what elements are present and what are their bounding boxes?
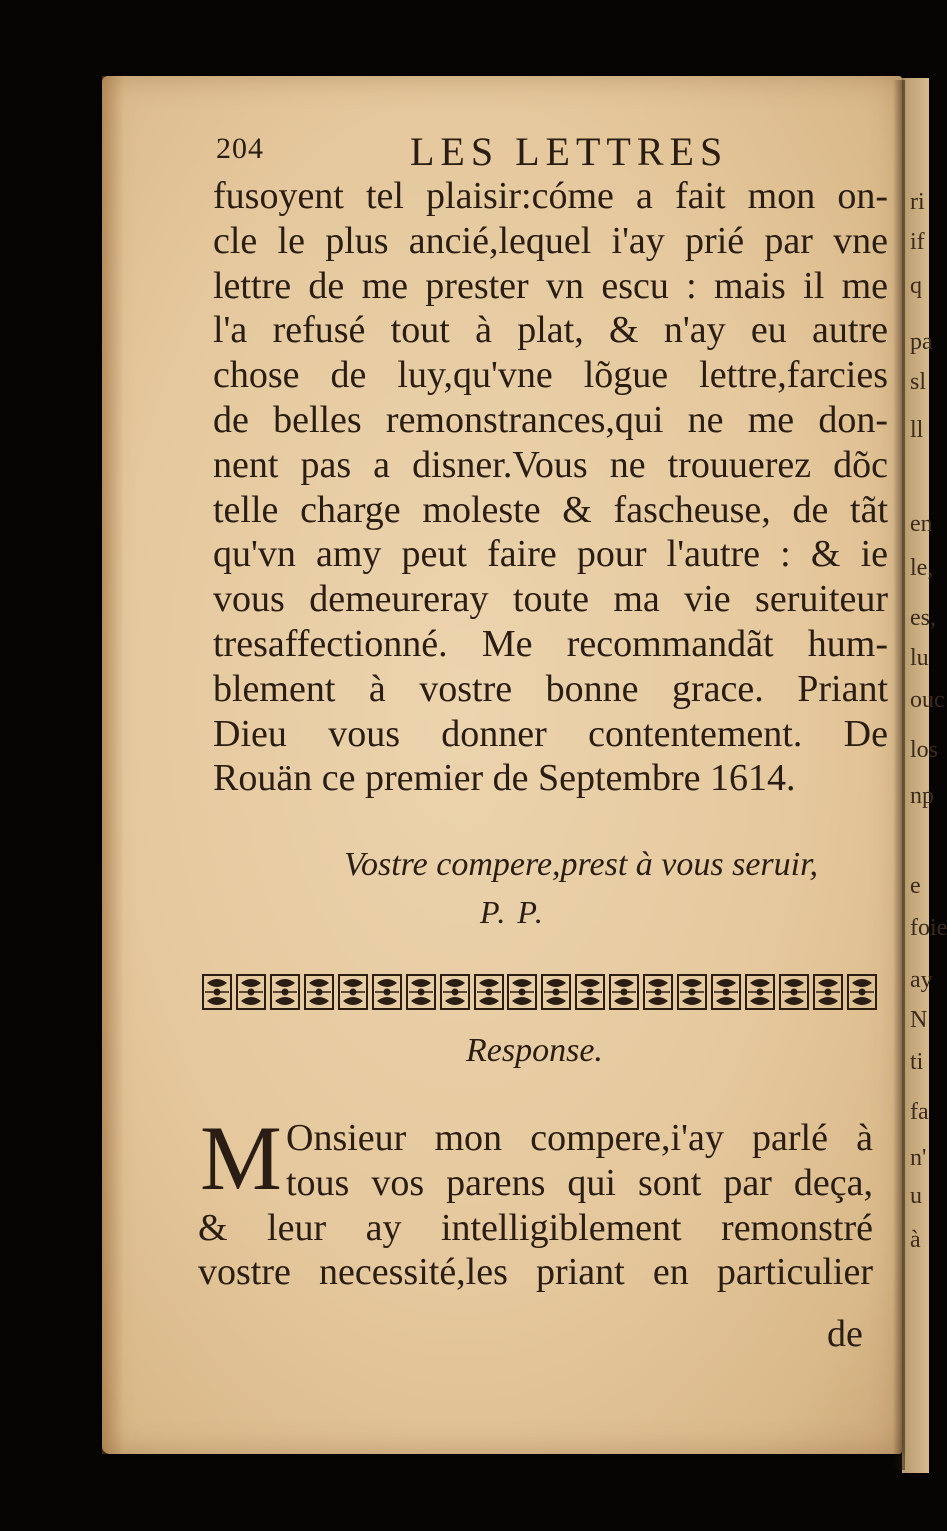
adjacent-page-fragment: ll — [910, 417, 924, 443]
adjacent-page-fragment: es, — [910, 605, 936, 631]
adjacent-page-fragment: n' — [910, 1145, 927, 1171]
catchword: de — [827, 1313, 863, 1355]
ornament-piece — [474, 973, 504, 1011]
text-line: lettre de me prester vn escu : mais il me — [213, 264, 888, 307]
text-line: qu'vn amy peut faire pour l'autre : & ie — [213, 533, 888, 576]
ornament-piece — [236, 973, 266, 1011]
ornament-piece — [304, 973, 334, 1011]
text-line: cle le plus ancié,lequel i'ay prié par vne — [213, 219, 888, 262]
ornament-piece — [372, 973, 402, 1011]
adjacent-page-fragment: ouc — [910, 687, 945, 713]
adjacent-page-edge — [902, 78, 947, 1473]
drop-cap: M — [200, 1107, 282, 1209]
text-line: Rouän ce premier de Septembre 1614. — [213, 757, 796, 800]
ornament-piece — [541, 973, 571, 1011]
text-line: l'a refusé tout à plat, & n'ay eu autre — [213, 309, 888, 352]
text-line: Dieu vous donner contentement. De — [213, 712, 888, 755]
signature-initials: P. P. — [480, 894, 545, 930]
adjacent-page-fragment: sl — [910, 369, 927, 395]
text-line: vous demeureray toute ma vie seruiteur — [213, 578, 888, 621]
ornamental-border — [202, 968, 877, 1016]
text-line: nent pas a disner.Vous ne trouuerez dõc — [213, 443, 888, 486]
adjacent-page-fragment: q — [910, 273, 922, 299]
letter-text — [213, 174, 888, 801]
ornament-piece — [711, 973, 741, 1011]
book-page — [102, 76, 902, 1454]
ornament-piece — [813, 973, 843, 1011]
signature-line: Vostre compere,prest à vous seruir, — [344, 846, 819, 883]
spine-shadow — [893, 80, 905, 1470]
adjacent-page-fragment: e — [910, 873, 921, 899]
ornament-piece — [507, 973, 537, 1011]
page-header — [216, 128, 856, 172]
adjacent-page-fragment: N — [910, 1007, 928, 1033]
adjacent-page-fragment: en — [910, 511, 933, 537]
text-line: tresaffectionné. Me recommandãt hum- — [213, 622, 888, 665]
adjacent-page-fragment: los — [910, 737, 939, 763]
adjacent-page-fragment: np — [910, 783, 934, 809]
page-number: 204 — [216, 132, 264, 165]
text-line: vostre necessité,les priant en particulier — [198, 1251, 873, 1294]
running-head: LES LETTRES — [410, 129, 729, 174]
ornament-piece — [338, 973, 368, 1011]
adjacent-page-fragment: foie — [910, 915, 947, 941]
text-line: telle charge moleste & fascheuse, de tãt — [213, 488, 888, 531]
ornament-piece — [643, 973, 673, 1011]
adjacent-page-fragment: ri — [910, 189, 925, 215]
text-line: & leur ay intelligiblement remonstré — [198, 1206, 873, 1249]
ornament-piece — [779, 973, 809, 1011]
adjacent-page-fragment: à — [910, 1227, 921, 1253]
ornament-piece — [677, 973, 707, 1011]
adjacent-page-fragment: fa — [910, 1099, 929, 1125]
text-line: fusoyent tel plaisir:cóme a fait mon on- — [213, 175, 888, 217]
text-line: Onsieur mon compere,i'ay parlé à — [286, 1117, 873, 1159]
text-line: blement à vostre bonne grace. Priant — [213, 667, 888, 710]
adjacent-page-fragment: ay — [910, 967, 933, 993]
adjacent-page-fragment: if — [910, 229, 925, 255]
adjacent-page-fragment: ti — [910, 1049, 924, 1075]
ornament-piece — [745, 973, 775, 1011]
ornament-piece — [440, 973, 470, 1011]
adjacent-page-fragment: lu — [910, 645, 929, 671]
ornament-piece — [202, 973, 232, 1011]
adjacent-page-fragment: u — [910, 1183, 922, 1209]
adjacent-page-fragment: pa — [910, 329, 933, 355]
text-line: tous vos parens qui sont par deça, — [286, 1161, 873, 1204]
response-title: Response. — [466, 1032, 603, 1069]
ornament-piece — [847, 973, 877, 1011]
text-line: chose de luy,qu'vne lõgue lettre,farcies — [213, 354, 888, 397]
ornament-piece — [270, 973, 300, 1011]
ornament-piece — [609, 973, 639, 1011]
adjacent-page-fragment: le, — [910, 555, 934, 581]
response-text — [198, 1116, 873, 1295]
ornament-piece — [406, 973, 436, 1011]
ornament-piece — [575, 973, 605, 1011]
text-line: de belles remonstrances,qui ne me don- — [213, 398, 888, 441]
